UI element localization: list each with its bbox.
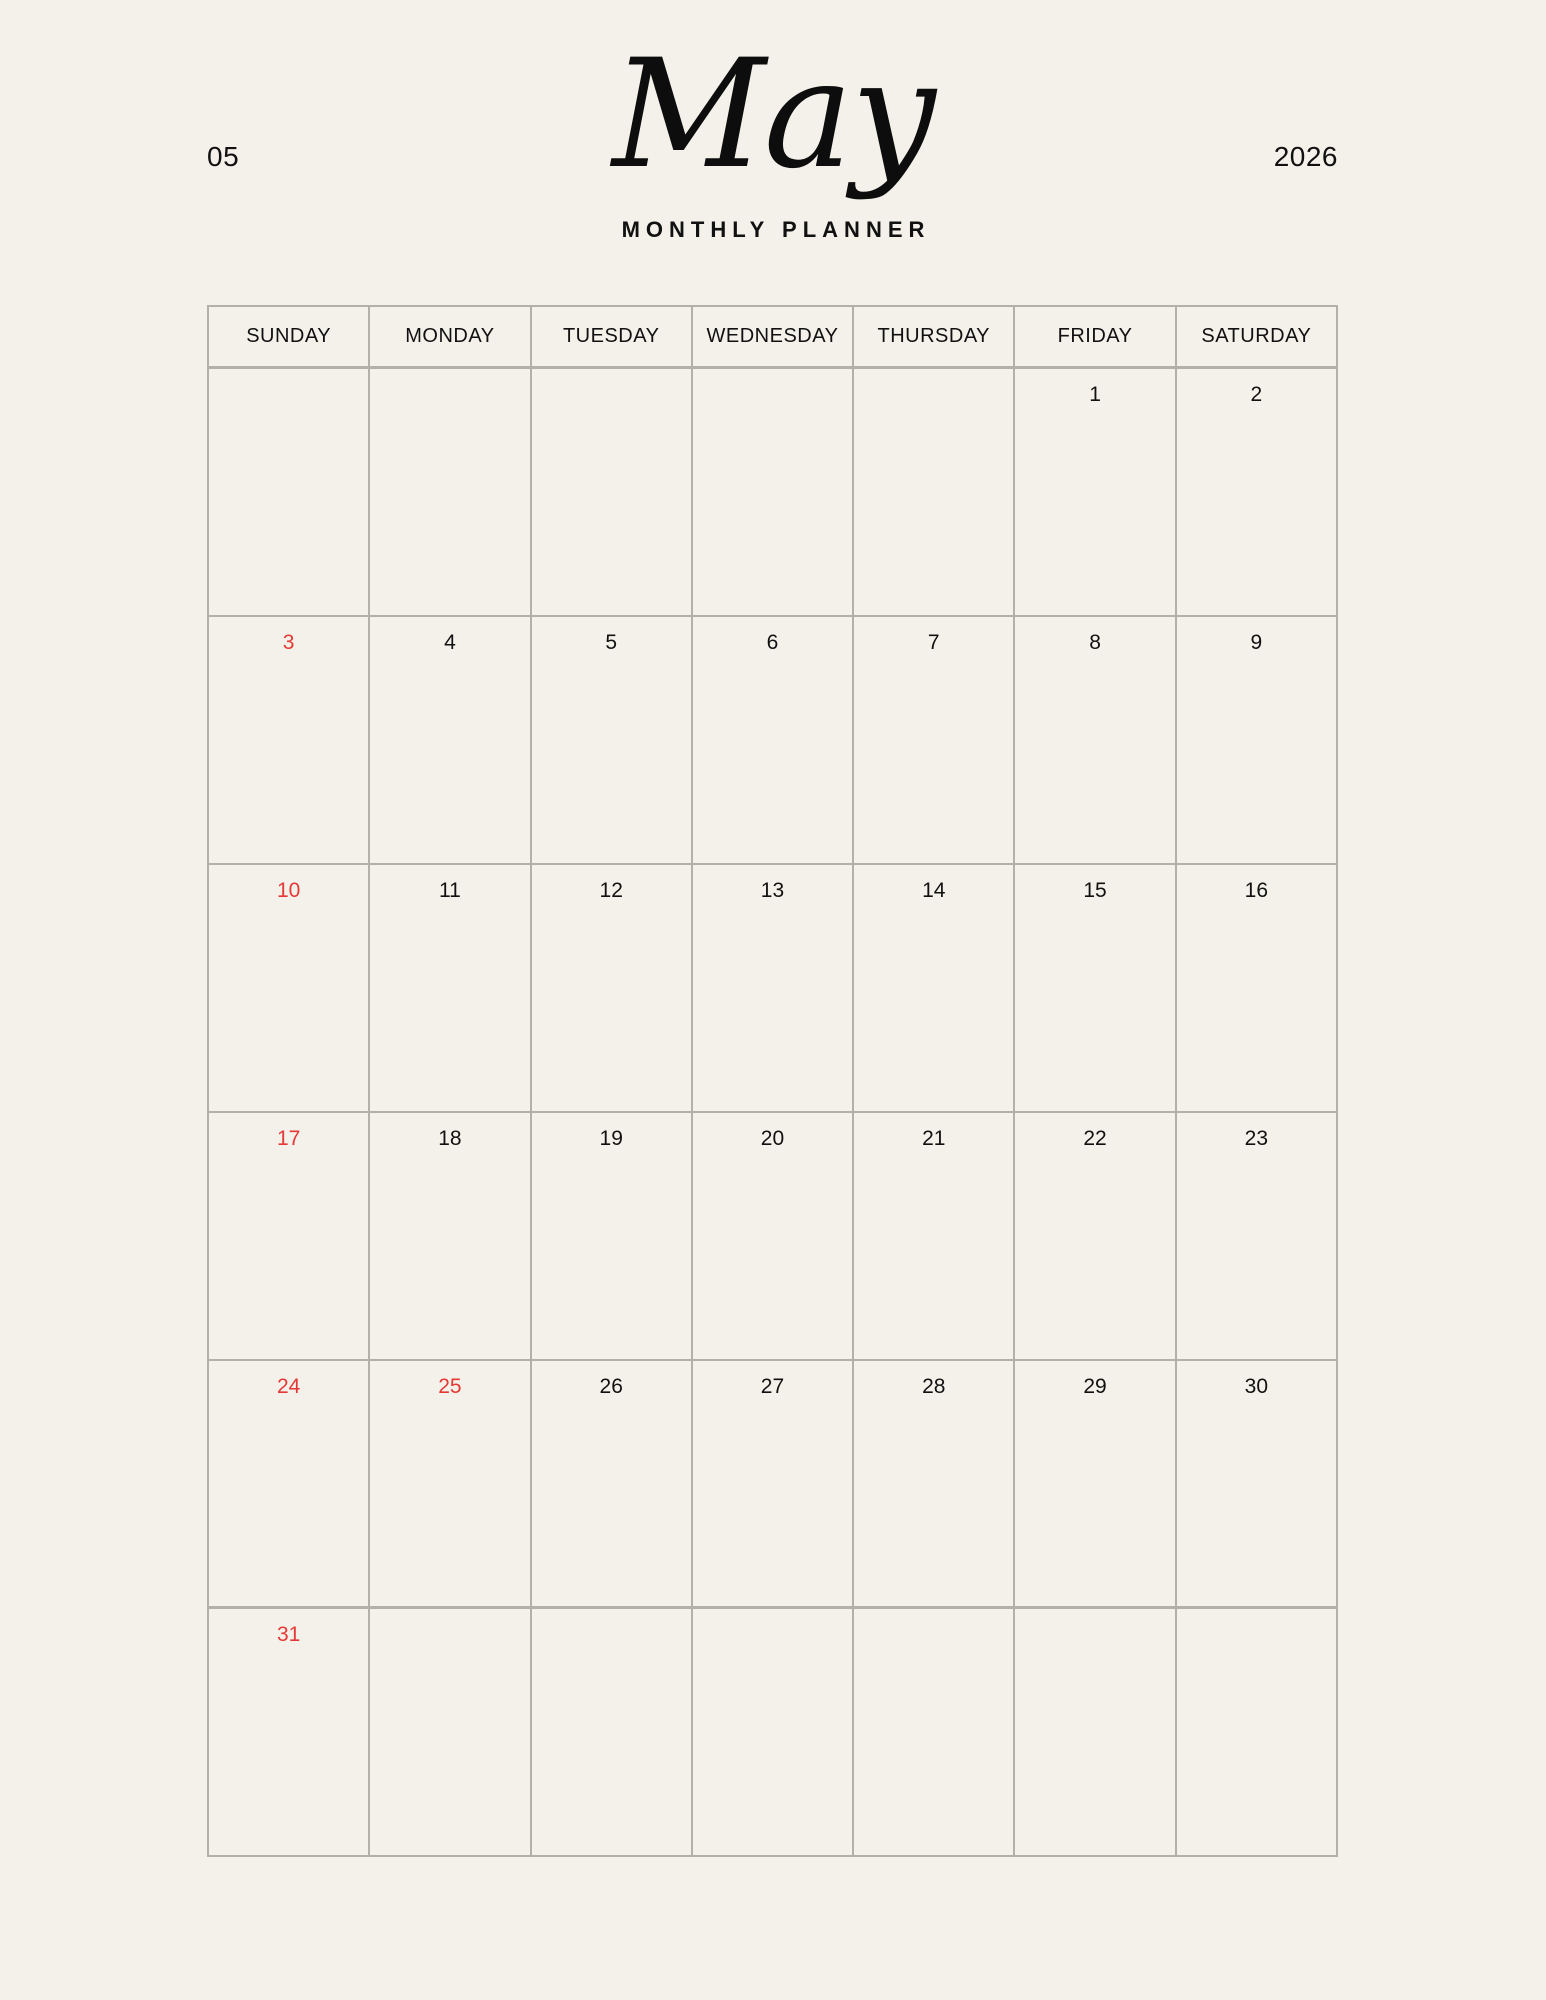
day-cell[interactable] xyxy=(693,1113,854,1359)
day-cell[interactable] xyxy=(532,1113,693,1359)
day-number: 22 xyxy=(1083,1127,1107,1150)
day-cell[interactable] xyxy=(693,1609,854,1855)
weekday-header: SUNDAY xyxy=(209,307,370,366)
day-number: 26 xyxy=(599,1375,623,1398)
day-cell[interactable] xyxy=(532,369,693,615)
day-cell[interactable] xyxy=(854,369,1015,615)
subtitle: MONTHLY PLANNER xyxy=(621,217,931,242)
weekday-header: FRIDAY xyxy=(1015,307,1176,366)
day-number: 4 xyxy=(444,631,456,654)
day-cell[interactable] xyxy=(370,617,531,863)
week-row xyxy=(209,369,1336,617)
day-cell[interactable] xyxy=(532,865,693,1111)
day-number: 13 xyxy=(760,879,785,902)
day-cell[interactable] xyxy=(1015,865,1176,1111)
weekday-header: SATURDAY xyxy=(1201,325,1312,347)
day-number: 14 xyxy=(922,879,946,902)
day-cell[interactable] xyxy=(1015,1361,1176,1606)
day-cell[interactable] xyxy=(1177,1361,1336,1606)
day-number: 19 xyxy=(599,1127,623,1150)
day-number: 9 xyxy=(1250,631,1263,654)
page-title: May xyxy=(612,28,934,202)
day-cell[interactable] xyxy=(854,865,1015,1111)
day-cell[interactable] xyxy=(854,1609,1015,1855)
month-number: 05 xyxy=(207,141,240,172)
day-number: 5 xyxy=(605,631,618,654)
day-cell[interactable] xyxy=(693,1361,854,1606)
day-number: 18 xyxy=(438,1127,462,1150)
weekday-header-row xyxy=(209,307,1336,369)
day-number: 2 xyxy=(1250,383,1263,406)
day-number: 31 xyxy=(276,1623,301,1646)
weekday-header: WEDNESDAY xyxy=(693,307,854,366)
day-cell[interactable] xyxy=(1177,1113,1336,1359)
day-number: 28 xyxy=(922,1375,946,1398)
day-number: 25 xyxy=(438,1375,462,1398)
year: 2026 xyxy=(1273,141,1338,172)
week-row xyxy=(209,865,1336,1113)
week-row xyxy=(209,1361,1336,1609)
weekday-header: THURSDAY xyxy=(854,307,1015,366)
day-cell[interactable] xyxy=(209,369,370,615)
day-cell[interactable] xyxy=(1177,369,1336,615)
day-cell[interactable] xyxy=(532,1609,693,1855)
day-number: 15 xyxy=(1083,879,1107,902)
day-cell[interactable] xyxy=(370,865,531,1111)
day-cell[interactable] xyxy=(854,617,1015,863)
calendar-grid xyxy=(207,305,1338,1857)
day-number: 6 xyxy=(766,631,779,654)
day-number: 17 xyxy=(276,1127,301,1150)
week-row xyxy=(209,1113,1336,1361)
day-cell[interactable] xyxy=(370,369,531,615)
day-cell[interactable] xyxy=(1015,369,1176,615)
day-cell[interactable] xyxy=(1177,617,1336,863)
day-cell[interactable] xyxy=(209,865,370,1111)
day-cell[interactable] xyxy=(370,1113,531,1359)
day-number: 8 xyxy=(1089,631,1101,654)
day-number: 10 xyxy=(276,879,301,902)
day-cell[interactable] xyxy=(370,1361,531,1606)
day-cell[interactable] xyxy=(854,1361,1015,1606)
day-cell[interactable] xyxy=(209,1361,370,1606)
weekday-header: MONDAY xyxy=(370,307,531,366)
day-number: 24 xyxy=(276,1375,301,1398)
day-cell[interactable] xyxy=(209,1609,370,1855)
day-number: 23 xyxy=(1244,1127,1268,1150)
day-cell[interactable] xyxy=(1177,865,1336,1111)
day-cell[interactable] xyxy=(1015,1113,1176,1359)
day-cell[interactable] xyxy=(854,1113,1015,1359)
day-cell[interactable] xyxy=(693,865,854,1111)
day-number: 1 xyxy=(1089,383,1101,406)
day-cell[interactable] xyxy=(532,1361,693,1606)
weekday-header: TUESDAY xyxy=(532,307,693,366)
day-number: 21 xyxy=(922,1127,946,1150)
day-number: 11 xyxy=(439,879,461,902)
day-number: 7 xyxy=(927,631,940,654)
day-cell[interactable] xyxy=(532,617,693,863)
day-cell[interactable] xyxy=(1015,1609,1176,1855)
day-cell[interactable] xyxy=(370,1609,531,1855)
day-number: 16 xyxy=(1244,879,1268,902)
week-row xyxy=(209,1609,1336,1855)
day-number: 3 xyxy=(282,631,295,654)
day-cell[interactable] xyxy=(1177,1609,1336,1855)
day-number: 27 xyxy=(760,1375,785,1398)
day-number: 29 xyxy=(1083,1375,1107,1398)
day-number: 12 xyxy=(599,879,623,902)
day-number: 30 xyxy=(1244,1375,1268,1398)
day-cell[interactable] xyxy=(693,617,854,863)
day-cell[interactable] xyxy=(209,1113,370,1359)
day-cell[interactable] xyxy=(693,369,854,615)
day-number: 20 xyxy=(760,1127,785,1150)
week-row xyxy=(209,617,1336,865)
day-cell[interactable] xyxy=(209,617,370,863)
day-cell[interactable] xyxy=(1015,617,1176,863)
